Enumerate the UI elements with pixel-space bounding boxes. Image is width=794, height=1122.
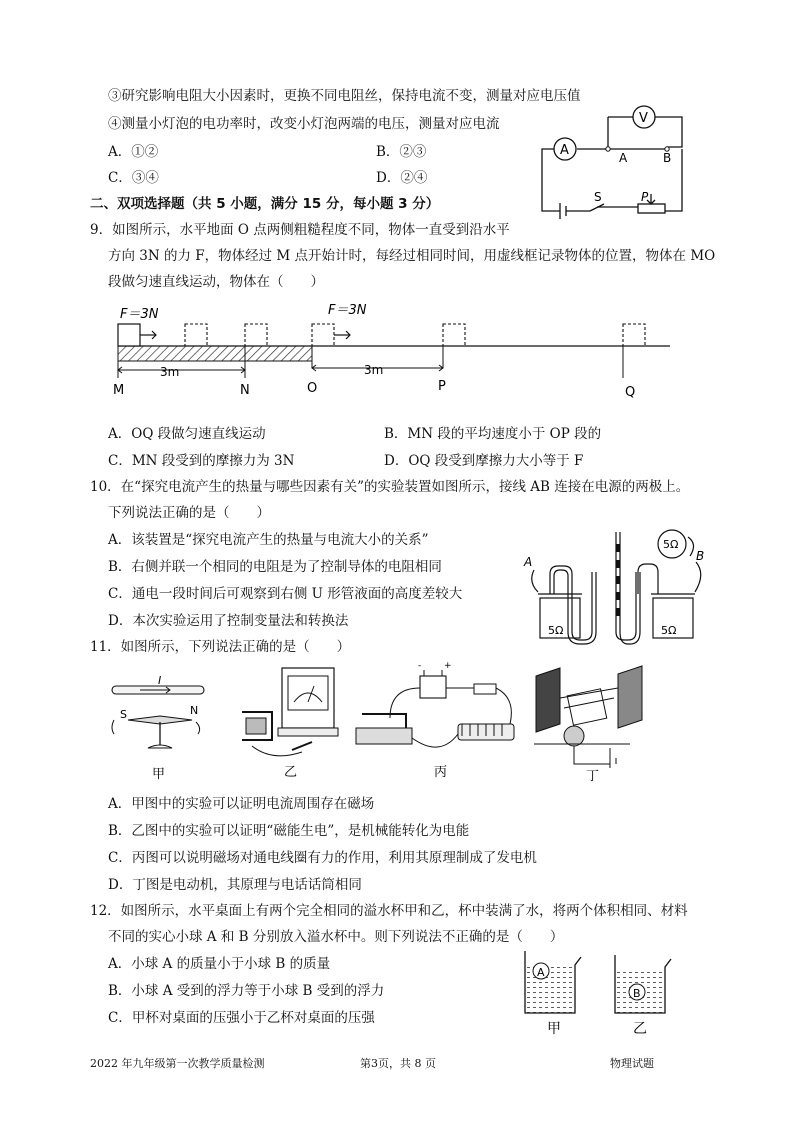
q9-stem-line2: 方向 3N 的力 F，物体经过 M 点开始计时，每经过相同时间，用虚线框记录物体的位置，物体在 MO xyxy=(108,248,716,264)
footer-left: 2022 年九年级第一次教学质量检测 xyxy=(90,1057,265,1070)
q9-stem-line1: 9．如图所示，水平地面 O 点两侧粗糙程度不同，物体一直受到沿水平 xyxy=(90,222,510,238)
terminal-b-label: B xyxy=(696,549,705,563)
q12-stem-line2: 不同的实心小球 A 和 B 分别放入溢水杯中。则下列说法不正确的是（ ） xyxy=(108,929,564,945)
q11-option-b: B．乙图中的实验可以证明“磁能生电”，是机械能转化为电能 xyxy=(108,823,470,839)
point-a-label: A xyxy=(619,151,628,165)
point-q-label: Q xyxy=(625,385,636,400)
q9-option-a: A．OQ 段做匀速直线运动 xyxy=(108,426,266,442)
q11-option-a: A．甲图中的实验可以证明电流周围存在磁场 xyxy=(108,796,375,812)
point-m-label: M xyxy=(113,383,125,398)
ball-b-label: B xyxy=(633,987,641,1000)
q10-option-a: A．该装置是“探究电流产生的热量与电流大小的关系” xyxy=(108,532,429,548)
force-label-1: F＝3N xyxy=(120,307,159,322)
q8-item4: ④测量小灯泡的电功率时，改变小灯泡两端的电压，测量对应电流 xyxy=(108,116,500,132)
q10-option-d: D．本次实验运用了控制变量法和转换法 xyxy=(108,613,349,629)
q11-figure-yi xyxy=(232,662,342,782)
q8-option-a: A．①② xyxy=(108,144,159,160)
q9-motion-figure xyxy=(108,296,683,402)
q10-stem-line2: 下列说法正确的是（ ） xyxy=(108,505,270,521)
q11-figure-bing xyxy=(350,658,522,782)
footer-subject: 物理试题 xyxy=(610,1057,654,1070)
voltmeter-label: V xyxy=(639,111,648,126)
q12-stem-line1: 12．如图所示，水平桌面上有两个完全相同的溢水杯甲和乙，杯中装满了水，将两个体积相同、材料 xyxy=(90,903,688,919)
q9-option-c: C．MN 段受到的摩擦力为 3N xyxy=(108,453,295,469)
cup-jia-label: 甲 xyxy=(547,1021,561,1037)
point-p-label: P xyxy=(438,379,446,394)
q11-figure-ding xyxy=(530,664,650,784)
point-n-label: N xyxy=(240,383,250,398)
pole-s-label: S xyxy=(120,708,127,721)
q10-heat-apparatus-figure xyxy=(520,522,710,650)
ball-a-label: A xyxy=(537,966,545,979)
resistor-right-label: 5Ω xyxy=(661,624,677,637)
figure-yi-label: 乙 xyxy=(284,765,298,780)
q11-option-c: C．丙图可以说明磁场对通电线圈有力的作用，利用其原理制成了发电机 xyxy=(108,850,537,866)
figure-ding-label: 丁 xyxy=(586,769,600,784)
q8-item3: ③研究影响电阻大小因素时，更换不同电阻丝，保持电流不变，测量对应电压值 xyxy=(108,88,581,104)
distance-label-mn: 3m xyxy=(160,365,180,379)
q8-circuit-figure xyxy=(530,104,710,220)
slider-label: P xyxy=(641,190,649,204)
point-b-label: B xyxy=(663,151,672,165)
pole-n-label: N xyxy=(190,704,199,717)
q11-figure-jia xyxy=(100,672,218,782)
q10-stem-line1: 10．在“探究电流产生的热量与哪些因素有关”的实验装置如图所示，接线 AB 连接在电源的两极上。 xyxy=(90,479,690,495)
q8-option-d: D．②④ xyxy=(376,170,428,186)
figure-jia-label: 甲 xyxy=(152,767,166,782)
ammeter-label: A xyxy=(560,143,569,158)
q12-option-a: A．小球 A 的质量小于小球 B 的质量 xyxy=(108,956,331,972)
q12-option-c: C．甲杯对桌面的压强小于乙杯对桌面的压强 xyxy=(108,1010,375,1026)
q11-option-d: D．丁图是电动机，其原理与电话话筒相同 xyxy=(108,877,362,893)
force-label-2: F＝3N xyxy=(328,303,367,318)
distance-label-op: 3m xyxy=(364,363,384,377)
q10-option-c: C．通电一段时间后可观察到右侧 U 形管液面的高度差较大 xyxy=(108,586,463,602)
q12-option-b: B．小球 A 受到的浮力等于小球 B 受到的浮力 xyxy=(108,983,385,999)
q9-option-d: D．OQ 段受到摩擦力大小等于 F xyxy=(384,453,584,469)
footer-page-number: 第3页，共 8 页 xyxy=(360,1057,436,1070)
q12-overflow-cups-figure xyxy=(515,945,680,1040)
resistor-left-label: 5Ω xyxy=(548,624,564,637)
q8-option-b: B．②③ xyxy=(376,144,427,160)
terminal-a-label: A xyxy=(524,555,533,569)
q11-stem-line1: 11．如图所示，下列说法正确的是（ ） xyxy=(90,639,351,655)
current-label: I xyxy=(158,674,162,687)
q10-option-b: B．右侧并联一个相同的电阻是为了控制导体的电阻相同 xyxy=(108,559,442,575)
svg-text:+: + xyxy=(444,661,452,671)
q8-option-c: C．③④ xyxy=(108,170,159,186)
q9-option-b: B．MN 段的平均速度小于 OP 段的 xyxy=(384,426,602,442)
section2-heading: 二、双项选择题（共 5 小题，满分 15 分，每小题 3 分） xyxy=(90,196,440,212)
cup-yi-label: 乙 xyxy=(633,1021,647,1037)
q9-stem-line3: 段做匀速直线运动，物体在（ ） xyxy=(108,274,324,290)
switch-label: S xyxy=(594,190,602,204)
point-o-label: O xyxy=(307,381,318,396)
svg-text:-: - xyxy=(418,661,422,671)
figure-bing-label: 丙 xyxy=(434,765,448,780)
resistor-parallel-label: 5Ω xyxy=(663,538,679,551)
